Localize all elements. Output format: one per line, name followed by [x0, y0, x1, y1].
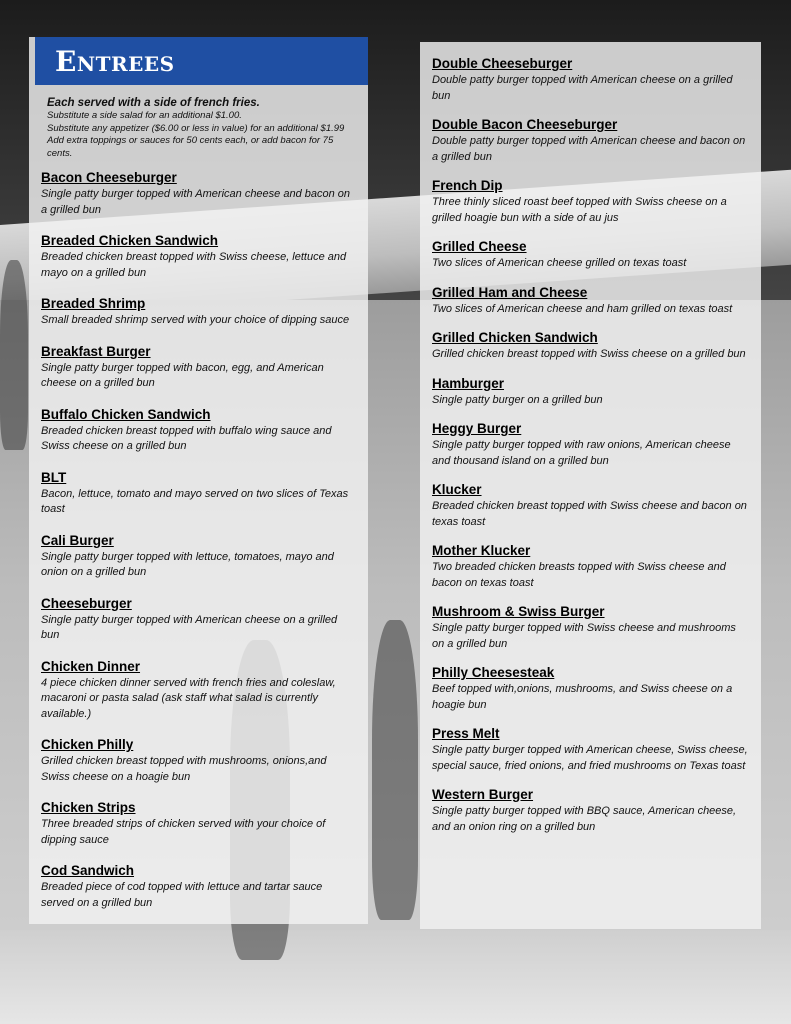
menu-item-description: Double patty burger topped with American cheese on a grilled bun: [432, 74, 733, 102]
menu-item-name: Hamburger: [432, 375, 505, 391]
menu-item-description: Three thinly sliced roast beef topped with Swiss cheese on a grilled hoagie bun with a side of au jus: [432, 196, 727, 224]
menu-item: [41, 659, 358, 723]
menu-item-description: Single patty burger topped with Swiss cheese and mushrooms on a grilled bun: [432, 622, 736, 650]
menu-item: [41, 407, 358, 455]
menu-item-description: Three breaded strips of chicken served with your choice of dipping sauce: [41, 818, 326, 846]
menu-panel-left: [29, 37, 368, 924]
menu-item: [432, 482, 751, 530]
menu-item-name: BLT: [41, 469, 67, 485]
menu-item-name: Cali Burger: [41, 532, 114, 548]
menu-item-description: Breaded chicken breast topped with Swiss cheese, lettuce and mayo on a grilled bun: [41, 251, 347, 279]
menu-item: [432, 178, 751, 226]
intro-line: Substitute any appetizer ($6.00 or less in value) for an additional $1.99: [47, 122, 345, 134]
menu-item: [432, 330, 751, 363]
menu-item: [432, 239, 751, 272]
ice-foreground: [0, 930, 791, 1024]
menu-intro: [47, 97, 358, 160]
menu-item: [432, 117, 751, 165]
menu-item-name: Western Burger: [432, 787, 534, 802]
menu-item-name: Bacon Cheeseburger: [41, 170, 177, 185]
menu-item: [432, 604, 751, 652]
menu-item-name: French Dip: [432, 178, 503, 193]
menu-item-name: Double Cheeseburger: [432, 56, 573, 71]
menu-item-name: Mushroom & Swiss Burger: [432, 604, 605, 619]
intro-lead: Each served with a side of french fries.: [47, 97, 260, 109]
menu-item-description: Single patty burger topped with raw onions, American cheese and thousand island on a grilled bun: [432, 439, 731, 467]
menu-item-name: Grilled Chicken Sandwich: [432, 330, 598, 345]
menu-item: [432, 787, 751, 835]
menu-item-description: Single patty burger on a grilled bun: [432, 393, 603, 406]
menu-item-description: 4 piece chicken dinner served with french fries and coleslaw, macaroni or pasta salad (ask staff what salad is currently available.): [41, 676, 336, 720]
menu-item-name: Chicken Strips: [41, 800, 136, 815]
menu-panel-right: [420, 42, 761, 929]
menu-item: [432, 56, 751, 104]
menu-item: [432, 726, 751, 774]
player-silhouette: [0, 260, 28, 450]
menu-item-name: Cod Sandwich: [41, 863, 135, 878]
intro-line: Add extra toppings or sauces for 50 cents each, or add bacon for 75 cents.: [47, 135, 334, 159]
menu-item-description: Double patty burger topped with American cheese and bacon on a grilled bun: [432, 135, 746, 163]
menu-item-name: Breaded Shrimp: [41, 296, 146, 311]
menu-item: [432, 421, 751, 469]
menu-item-description: Single patty burger topped with American cheese on a grilled bun: [41, 613, 338, 641]
menu-item: [41, 344, 358, 392]
menu-item-name: Grilled Ham and Cheese: [432, 284, 588, 300]
menu-item-name: Chicken Philly: [41, 737, 134, 752]
menu-item-name: Double Bacon Cheeseburger: [432, 117, 618, 132]
menu-item-description: Bacon, lettuce, tomato and mayo served on two slices of Texas toast: [41, 487, 349, 515]
menu-item: [41, 470, 358, 518]
menu-item-description: Grilled chicken breast topped with mushrooms, onions,and Swiss cheese on a hoagie bun: [41, 755, 327, 783]
menu-item: [41, 233, 358, 281]
menu-item-name: Heggy Burger: [432, 421, 522, 436]
menu-item-description: Grilled chicken breast topped with Swiss cheese on a grilled bun: [432, 348, 746, 360]
menu-item-name: Grilled Cheese: [432, 239, 527, 254]
menu-item-description: Single patty burger topped with BBQ sauce, American cheese, and an onion ring on a grilled bun: [432, 805, 737, 833]
menu-item-name: Buffalo Chicken Sandwich: [41, 406, 211, 422]
menu-item-description: Breaded piece of cod topped with lettuce and tartar sauce served on a grilled bun: [41, 881, 323, 909]
menu-item: [41, 533, 358, 581]
menu-item-name: Philly Cheesesteak: [432, 665, 555, 680]
menu-list-left: [41, 170, 358, 911]
player-silhouette: [372, 620, 418, 920]
menu-item: [41, 170, 358, 218]
menu-item-name: Breaded Chicken Sandwich: [41, 233, 219, 248]
menu-item-description: Breaded chicken breast topped with Swiss cheese and bacon on texas toast: [432, 500, 747, 528]
menu-item: [432, 543, 751, 591]
menu-title: Entrees: [55, 44, 175, 78]
menu-item: [432, 285, 751, 318]
intro-line: Substitute a side salad for an additional $1.00.: [47, 110, 242, 121]
menu-item-description: Breaded chicken breast topped with buffalo wing sauce and Swiss cheese on a grilled bun: [41, 424, 332, 452]
menu-item-name: Chicken Dinner: [41, 658, 141, 674]
menu-item: [41, 863, 358, 911]
menu-item: [41, 596, 358, 644]
menu-item-name: Press Melt: [432, 726, 500, 741]
title-banner: [35, 37, 368, 85]
menu-item-name: Klucker: [432, 482, 482, 497]
menu-item-description: Single patty burger topped with lettuce, tomatoes, mayo and onion on a grilled bun: [41, 550, 334, 578]
menu-item-description: Beef topped with,onions, mushrooms, and Swiss cheese on a hoagie bun: [432, 683, 733, 711]
menu-item-name: Cheeseburger: [41, 595, 132, 611]
menu-item: [432, 665, 751, 713]
menu-item: [41, 296, 358, 329]
menu-item: [432, 376, 751, 409]
menu-item-description: Single patty burger topped with American cheese, Swiss cheese, special sauce, fried onions, and fried mushrooms on Texas toast: [432, 744, 748, 772]
menu-list-right: [432, 56, 751, 835]
menu-item-name: Breakfast Burger: [41, 343, 151, 359]
menu-item-description: Two slices of American cheese and ham grilled on texas toast: [432, 302, 733, 315]
menu-item-description: Two breaded chicken breasts topped with Swiss cheese and bacon on texas toast: [432, 561, 726, 589]
menu-item-description: Two slices of American cheese grilled on texas toast: [432, 257, 687, 269]
menu-item-description: Small breaded shrimp served with your choice of dipping sauce: [41, 314, 350, 326]
menu-item: [41, 737, 358, 785]
menu-item-description: Single patty burger topped with American cheese and bacon on a grilled bun: [41, 188, 351, 216]
menu-item-description: Single patty burger topped with bacon, egg, and American cheese on a grilled bun: [41, 361, 324, 389]
menu-item-name: Mother Klucker: [432, 543, 531, 558]
menu-item: [41, 800, 358, 848]
